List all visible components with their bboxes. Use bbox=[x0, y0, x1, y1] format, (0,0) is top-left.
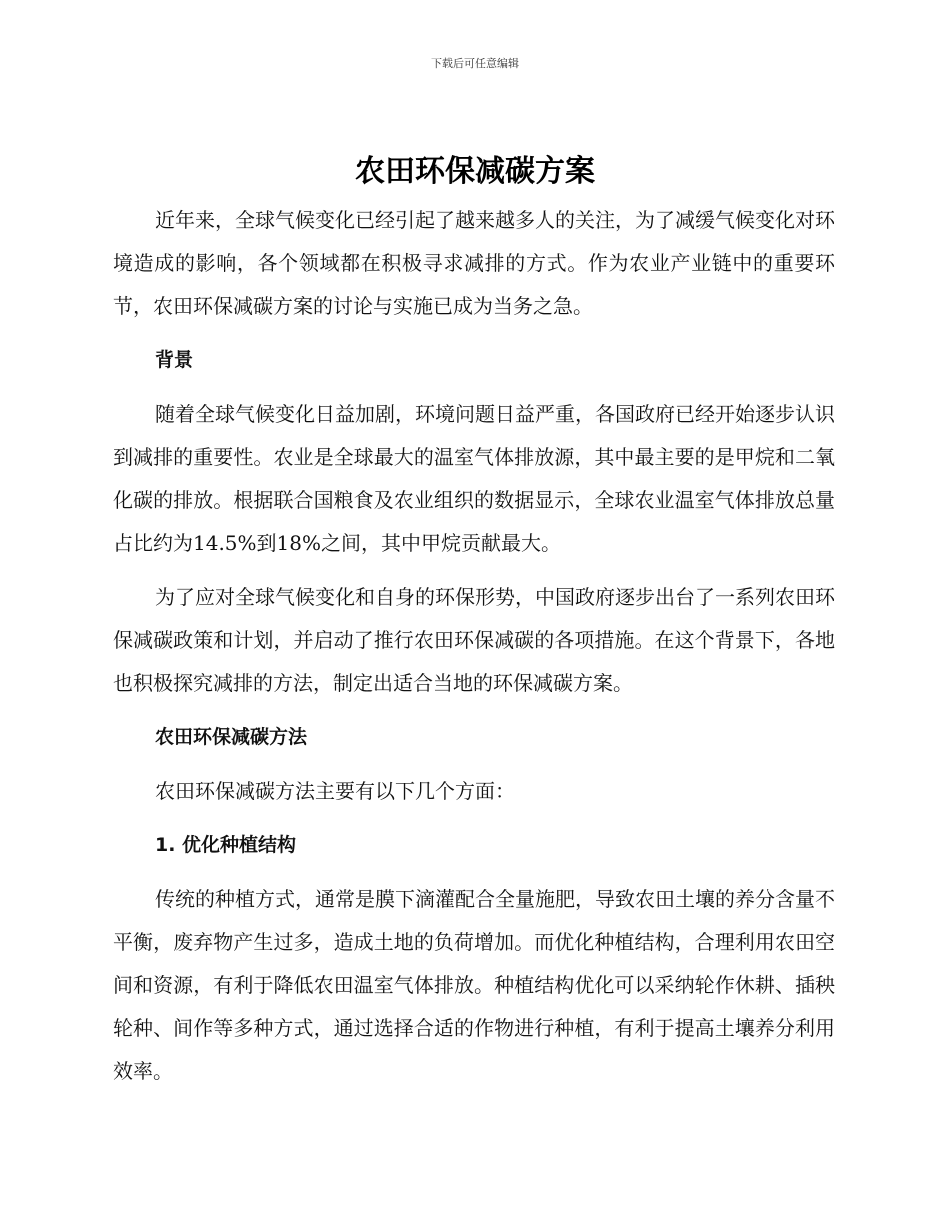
subsection-heading-1: 1. 优化种植结构 bbox=[155, 834, 297, 856]
intro-paragraph: 近年来，全球气候变化已经引起了越来越多人的关注，为了减缓气候变化对环境造成的影响，各个领域都在积极寻求减排的方式。作为农业产业链中的重要环节，农田环保减碳方案的讨论与实施已成为当务之急。 bbox=[113, 208, 835, 318]
methods-paragraph-1: 农田环保减碳方法主要有以下几个方面： bbox=[155, 779, 515, 803]
background-paragraph-1: 随着全球气候变化日益加剧，环境问题日益严重，各国政府已经开始逐步认识到减排的重要性。农业是全球最大的温室气体排放源，其中最主要的是甲烷和二氧化碳的排放。根据联合国粮食及农业组织的数据显示，全球农业温室气体排放总量占比约为14.5%到18%之间，其中甲烷贡献最大。 bbox=[113, 402, 835, 555]
header-note: 下载后可任意编辑 bbox=[431, 57, 519, 70]
section-heading-background: 背景 bbox=[155, 349, 194, 371]
document-body bbox=[113, 199, 835, 1093]
background-paragraph-2: 为了应对全球气候变化和自身的环保形势，中国政府逐步出台了一系列农田环保减碳政策和计划，并启动了推行农田环保减碳的各项措施。在这个背景下，各地也积极探究减排的方法，制定出适合当地的环保减碳方案。 bbox=[113, 585, 835, 695]
section-heading-methods: 农田环保减碳方法 bbox=[155, 726, 308, 748]
subsection-paragraph-1: 传统的种植方式，通常是膜下滴灌配合全量施肥，导致农田土壤的养分含量不平衡，废弃物产生过多，造成土地的负荷增加。而优化种植结构，合理利用农田空间和资源，有利于降低农田温室气体排放。种植结构优化可以采纳轮作休耕、插秧轮种、间作等多种方式，通过选择合适的作物进行种植，有利于提高土壤养分利用效率。 bbox=[113, 887, 835, 1083]
page-title: 农田环保减碳方案 bbox=[355, 154, 595, 189]
